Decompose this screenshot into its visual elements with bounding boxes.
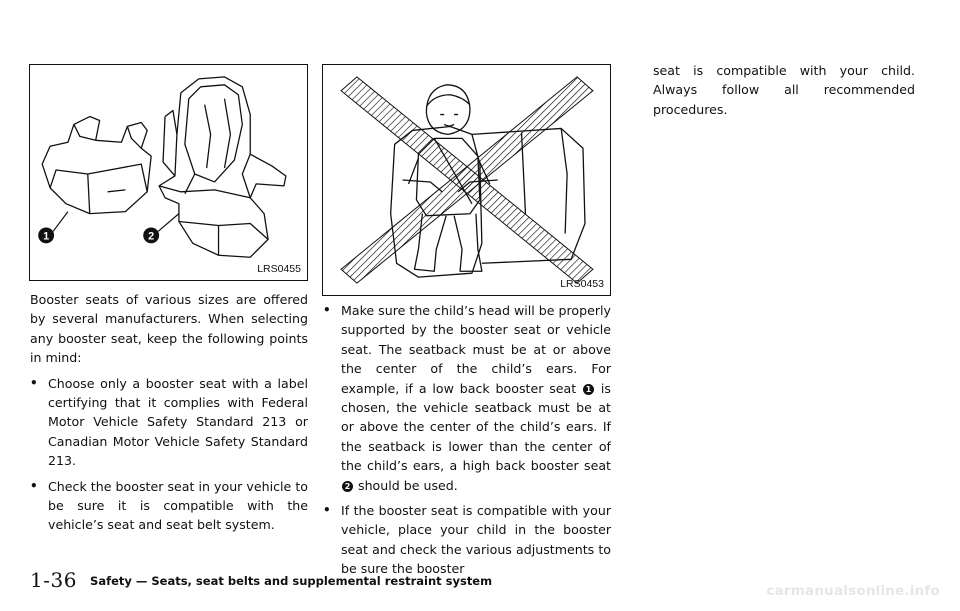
- incorrect-fit-figure: [322, 64, 611, 296]
- bullet-text-part: should be used.: [358, 477, 458, 493]
- continuation-paragraph: seat is compatible with your child. Always follow all recommended procedures.: [653, 63, 915, 117]
- page-number: 1-36: [30, 568, 77, 592]
- callout-1-label: 1: [43, 230, 50, 243]
- callout-2-label: 2: [148, 230, 155, 243]
- bullet-item: [30, 374, 308, 471]
- bullet-text: Choose only a booster seat with a label certifying that it complies with Federal Motor Vehicle Safety Standard 213 or Canadian Motor Vehicle Safety Standard 213.: [48, 375, 308, 469]
- bullet-icon: [30, 477, 38, 496]
- text-column-1: [30, 290, 308, 535]
- section-title: Safety — Seats, seat belts and supplemental restraint system: [90, 574, 493, 588]
- text-column-3: [653, 61, 915, 119]
- watermark: carmanualsonline.info: [766, 583, 940, 599]
- text-column-2: [323, 301, 611, 579]
- booster-seats-figure: [29, 64, 308, 281]
- figure-code: LRS0453: [560, 278, 604, 290]
- bullet-item: [30, 477, 308, 535]
- callout-1-badge: 1: [583, 384, 594, 395]
- figure-code: LRS0455: [257, 263, 301, 275]
- child-in-seat-crossed-illustration: [323, 65, 610, 295]
- bullet-icon: [323, 501, 331, 520]
- bullet-icon: [323, 301, 331, 320]
- bullet-text-part: Make sure the child’s head will be properly supported by the booster seat or vehicle seat. The seatback must be at or above the center of the child’s ears. For example, if a low back booster seat: [341, 303, 611, 396]
- intro-paragraph: Booster seats of various sizes are offered by several manufacturers. When selecting any booster seat, keep the following points in mind:: [30, 292, 308, 366]
- page-footer: [30, 568, 492, 592]
- bullet-item: [323, 301, 611, 495]
- callout-2-badge: 2: [342, 481, 353, 492]
- bullet-text-part: is chosen, the vehicle seatback must be at or above the center of the child’s ears. If the seatback is lower than the center of the child’s ears, a high back booster seat: [341, 380, 611, 474]
- bullet-text: Check the booster seat in your vehicle to be sure it is compatible with the vehicle’s seat and seat belt system.: [48, 478, 308, 533]
- bullet-icon: [30, 374, 38, 393]
- bullet-text: If the booster seat is compatible with your vehicle, place your child in the booster seat and check the various adjustments to be sure the booster: [341, 503, 611, 577]
- booster-seats-illustration: [30, 65, 307, 280]
